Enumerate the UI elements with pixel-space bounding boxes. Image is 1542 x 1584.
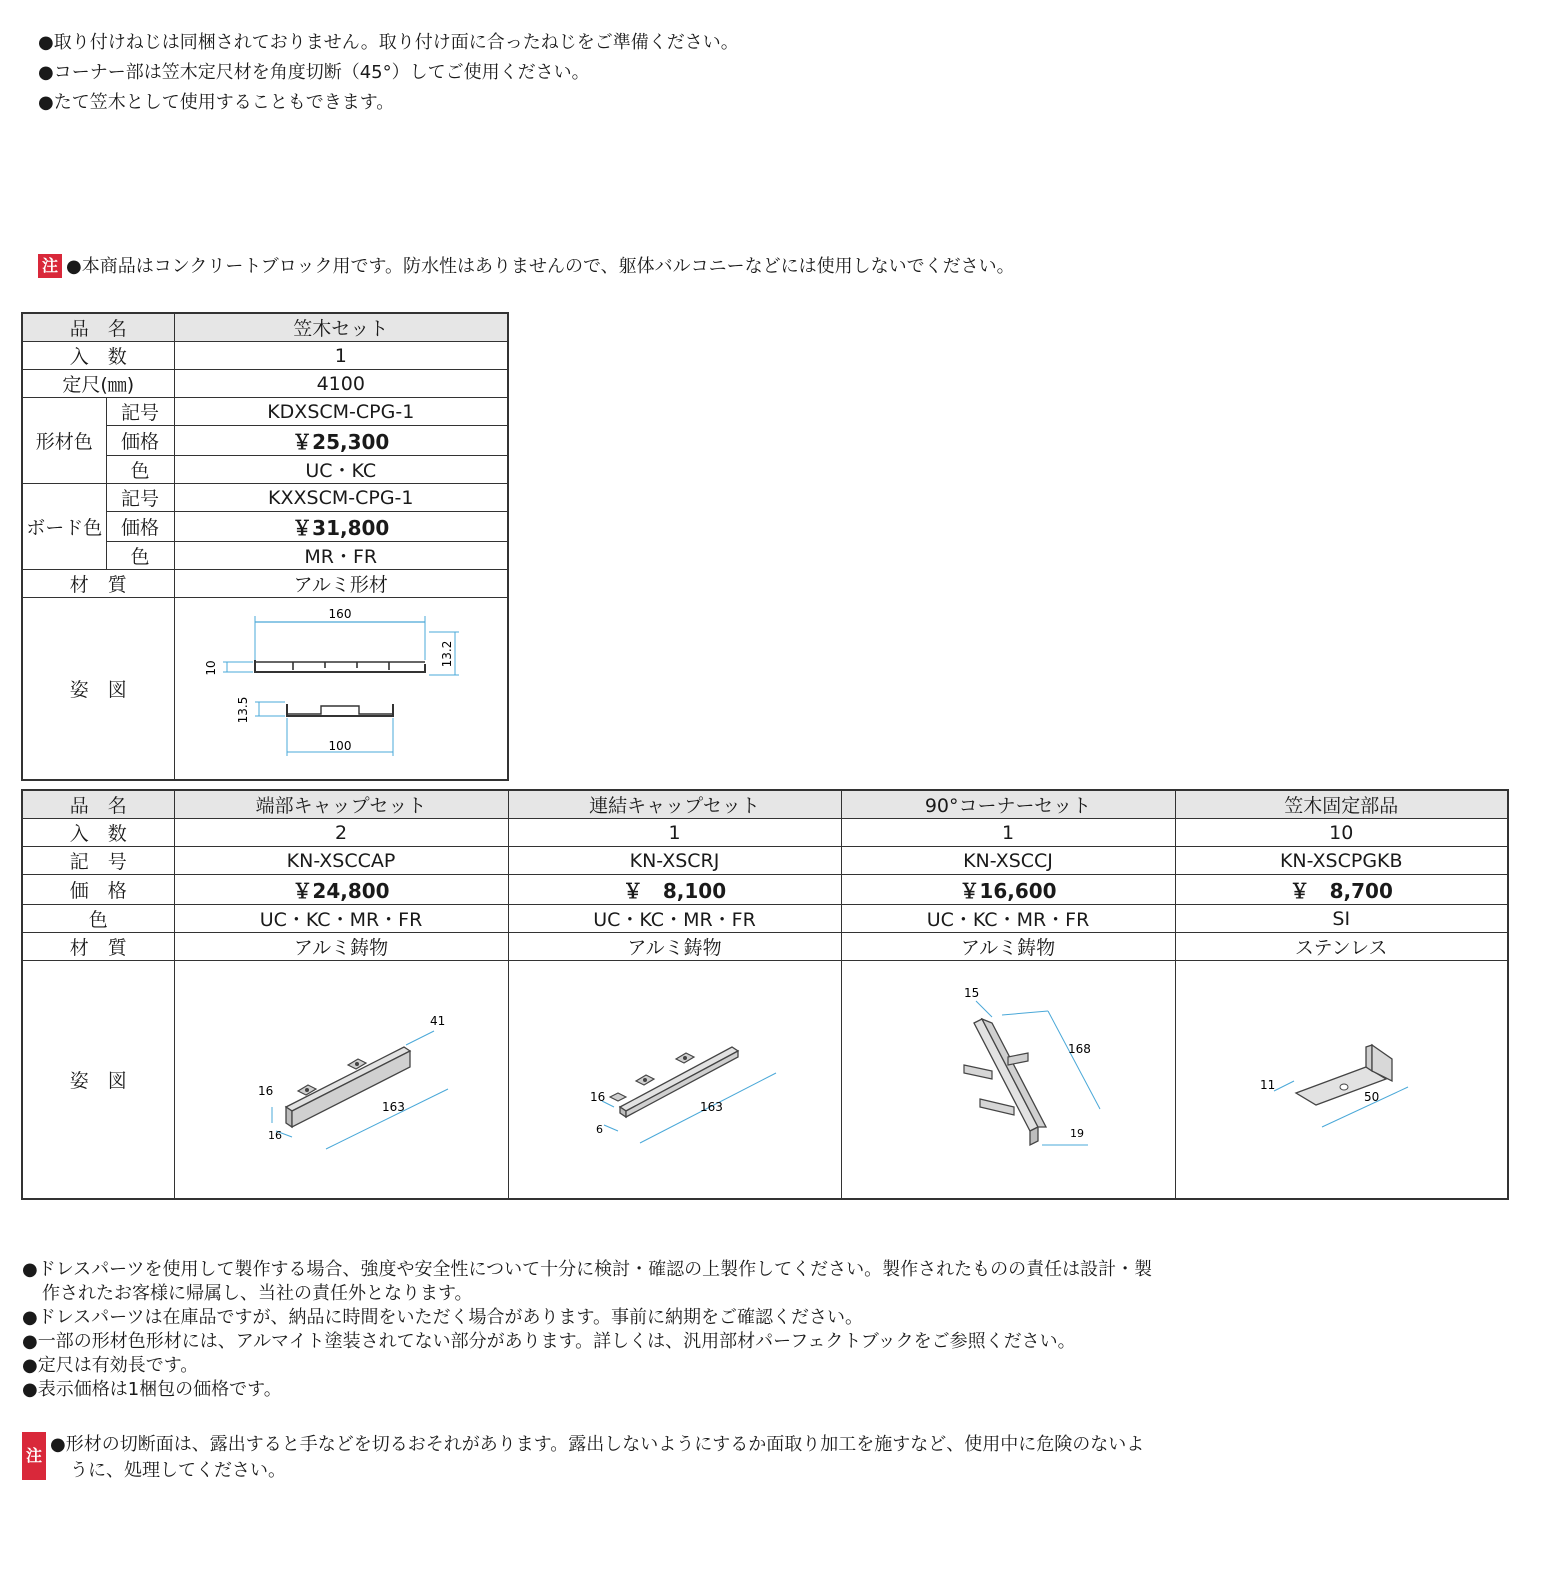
product-price: ￥ 8,700 xyxy=(1175,875,1508,905)
dim-label: 15 xyxy=(964,986,980,1000)
product-color: UC・KC・MR・FR xyxy=(174,905,508,933)
parts-spec-table xyxy=(21,789,1509,1200)
product-material: アルミ鋳物 xyxy=(508,933,841,961)
product-name: 90°コーナーセット xyxy=(841,790,1175,819)
cross-section-drawing xyxy=(175,598,507,774)
dim-label: 41 xyxy=(430,1014,446,1028)
dim-label: 100 xyxy=(328,739,352,753)
price-label: 価格 xyxy=(106,512,174,542)
caution-notice xyxy=(38,254,1015,280)
bottom-notes xyxy=(22,1258,1152,1402)
figure-label: 姿 図 xyxy=(22,598,174,781)
product-code: KN-XSCCJ xyxy=(841,847,1175,875)
note-line: ●ドレスパーツを使用して製作する場合、強度や安全性について十分に検討・確認の上製作してください。製作されたものの責任は設計・製 xyxy=(22,1259,1153,1280)
joint-cap-figure xyxy=(508,961,841,1200)
note-line: ●一部の形材色形材には、アルマイト塗装されてない部分があります。詳しくは、汎用部材パーフェクトブックをご参照ください。 xyxy=(22,1331,1076,1352)
product-code: KN-XSCCAP xyxy=(174,847,508,875)
dim-label: 163 xyxy=(382,1100,405,1114)
board-color-label: ボード色 xyxy=(22,484,106,570)
frame-color-label: 形材色 xyxy=(22,398,106,484)
qty-value: 1 xyxy=(174,342,508,370)
note-line: ●定尺は有効長です。 xyxy=(22,1355,199,1376)
dim-label: 13.5 xyxy=(235,696,250,724)
dim-label: 163 xyxy=(699,1100,723,1114)
fixing-part-figure xyxy=(1175,961,1508,1200)
product-color: SI xyxy=(1175,905,1508,933)
note-line: ●ドレスパーツは在庫品ですが、納品に時間をいただく場合があります。事前に納期をご確認ください。 xyxy=(22,1307,864,1328)
fixing-part-drawing xyxy=(1176,961,1506,1193)
dim-label: 50 xyxy=(1364,1090,1380,1104)
product-qty: 1 xyxy=(841,819,1175,847)
color-label: 色 xyxy=(106,456,174,484)
dim-label: 16 xyxy=(589,1090,605,1104)
product-material: アルミ鋳物 xyxy=(841,933,1175,961)
caution-text: うに、処理してください。 xyxy=(70,1460,286,1481)
dim-label: 13.2 xyxy=(439,640,454,668)
dim-label: 16 xyxy=(268,1129,282,1142)
product-name: 連結キャップセット xyxy=(508,790,841,819)
corner-set-figure xyxy=(841,961,1175,1200)
dim-label: 19 xyxy=(1070,1127,1084,1140)
price-label: 価格 xyxy=(106,426,174,456)
product-qty: 1 xyxy=(508,819,841,847)
caution-tag: 注 xyxy=(22,1432,46,1480)
board-code: KXXSCM-CPG-1 xyxy=(174,484,508,512)
frame-color: UC・KC xyxy=(174,456,508,484)
qty-label: 入 数 xyxy=(22,342,174,370)
end-cap-figure xyxy=(174,961,508,1200)
dim-label: 16 xyxy=(258,1084,274,1098)
end-cap-drawing xyxy=(176,961,506,1193)
note-line: ●コーナー部は笠木定尺材を角度切断（45°）してご使用ください。 xyxy=(38,62,590,83)
figure-label: 姿 図 xyxy=(22,961,174,1200)
note-line: 作されたお客様に帰属し、当社の責任外となります。 xyxy=(42,1283,473,1304)
corner-set-drawing xyxy=(842,961,1174,1193)
joint-cap-drawing xyxy=(510,961,840,1193)
product-price: ￥24,800 xyxy=(174,875,508,905)
product-qty: 10 xyxy=(1175,819,1508,847)
caution-tag: 注 xyxy=(38,254,62,278)
product-color: UC・KC・MR・FR xyxy=(508,905,841,933)
board-color: MR・FR xyxy=(174,542,508,570)
color-label: 色 xyxy=(22,905,174,933)
dim-label: 10 xyxy=(203,660,218,676)
code-label: 記 号 xyxy=(22,847,174,875)
product-material: アルミ鋳物 xyxy=(174,933,508,961)
dim-label: 160 xyxy=(328,607,352,621)
product-name: 笠木固定部品 xyxy=(1175,790,1508,819)
dim-label: 6 xyxy=(595,1123,603,1136)
frame-code: KDXSCM-CPG-1 xyxy=(174,398,508,426)
top-notes xyxy=(38,28,739,118)
price-label: 価 格 xyxy=(22,875,174,905)
product-material: ステンレス xyxy=(1175,933,1508,961)
name-label: 品 名 xyxy=(22,790,174,819)
board-price: ￥31,800 xyxy=(174,512,508,542)
material-value: アルミ形材 xyxy=(174,570,508,598)
product-code: KN-XSCPGKB xyxy=(1175,847,1508,875)
product-color: UC・KC・MR・FR xyxy=(841,905,1175,933)
name-value: 笠木セット xyxy=(174,313,508,342)
dim-label: 11 xyxy=(1260,1078,1276,1092)
kasagi-set-spec-table xyxy=(21,312,509,781)
qty-label: 入 数 xyxy=(22,819,174,847)
note-line: ●たて笠木として使用することもできます。 xyxy=(38,92,395,113)
material-label: 材 質 xyxy=(22,570,174,598)
caution-text: ●形材の切断面は、露出すると手などを切るおそれがあります。露出しないようにするか面取り加工を施すなど、使用中に危険のないよ xyxy=(50,1434,1145,1455)
code-label: 記号 xyxy=(106,398,174,426)
caution-notice xyxy=(22,1432,1144,1484)
note-line: ●取り付けねじは同梱されておりません。取り付け面に合ったねじをご準備ください。 xyxy=(38,32,739,53)
kasagi-cross-section-figure xyxy=(174,598,508,781)
product-price: ￥ 8,100 xyxy=(508,875,841,905)
product-price: ￥16,600 xyxy=(841,875,1175,905)
dim-label: 168 xyxy=(1068,1042,1091,1056)
color-label: 色 xyxy=(106,542,174,570)
caution-text: ●本商品はコンクリートブロック用です。防水性はありませんので、躯体バルコニーなどには使用しないでください。 xyxy=(66,256,1015,277)
length-value: 4100 xyxy=(174,370,508,398)
length-label: 定尺(㎜) xyxy=(22,370,174,398)
product-qty: 2 xyxy=(174,819,508,847)
material-label: 材 質 xyxy=(22,933,174,961)
frame-price: ￥25,300 xyxy=(174,426,508,456)
name-label: 品 名 xyxy=(22,313,174,342)
product-code: KN-XSCRJ xyxy=(508,847,841,875)
product-name: 端部キャップセット xyxy=(174,790,508,819)
note-line: ●表示価格は1梱包の価格です。 xyxy=(22,1379,282,1400)
code-label: 記号 xyxy=(106,484,174,512)
